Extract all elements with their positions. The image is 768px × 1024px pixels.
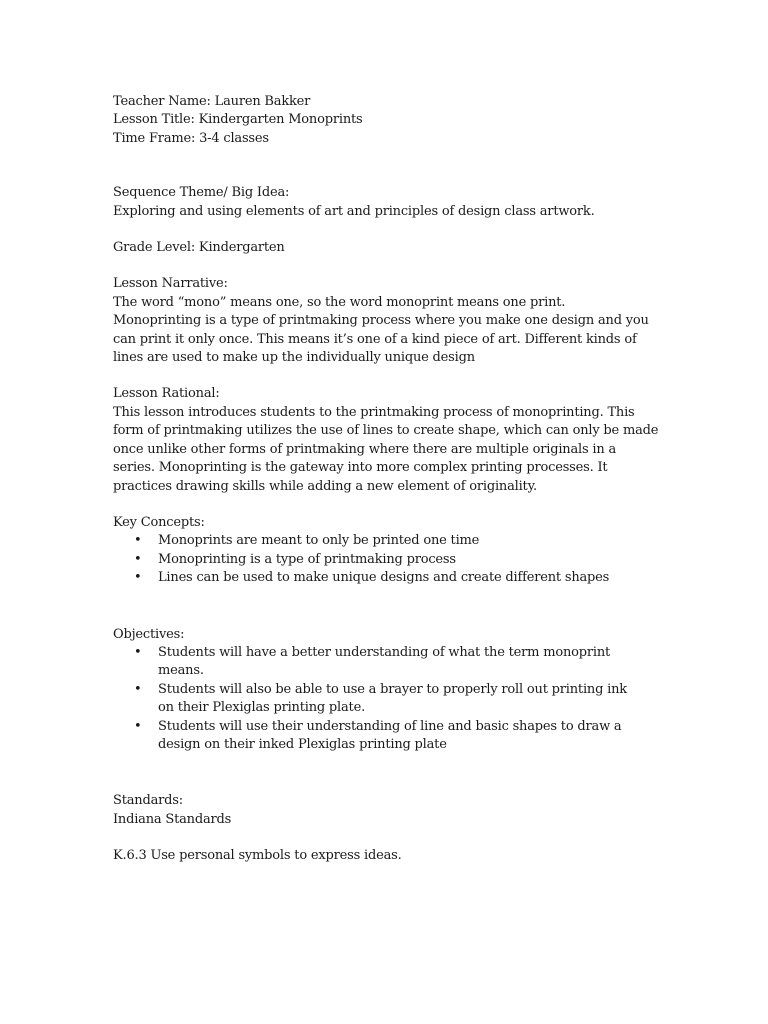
list-item	[113, 532, 673, 550]
spacer	[113, 367, 673, 385]
bullet-icon: •	[134, 718, 142, 734]
objectives-heading: Objectives:	[113, 626, 185, 642]
rational-line: once unlike other forms of printmaking where there are multiple originals in a	[113, 441, 616, 457]
spacer	[113, 829, 673, 847]
rational-heading: Lesson Rational:	[113, 386, 220, 402]
bullet-icon: •	[134, 681, 142, 697]
list-item-text: Students will use their understanding of line and basic shapes to draw a design on their inked Plexiglas printing plate	[158, 718, 622, 752]
key-concepts-list	[113, 532, 673, 587]
lesson-title: Lesson Title: Kindergarten Monoprints	[113, 112, 363, 128]
list-item	[113, 718, 633, 755]
list-item-text: Monoprints are meant to only be printed one time	[158, 533, 480, 549]
narrative-line: lines are used to make up the individually unique design	[113, 350, 475, 366]
rational-line: practices drawing skills while adding a new element of originality.	[113, 478, 537, 494]
spacer	[113, 496, 673, 514]
list-item-text: Students will have a better understanding of what the term monoprint means.	[158, 644, 611, 679]
rational-line: series. Monoprinting is the gateway into more complex printing processes. It	[113, 460, 608, 476]
rational-line: form of printmaking utilizes the use of lines to create shape, which can only be made	[113, 423, 659, 439]
bullet-icon: •	[134, 570, 142, 586]
spacer	[113, 754, 673, 792]
narrative-line: The word “mono” means one, so the word monoprint means one print.	[113, 294, 566, 310]
lesson-plan-document	[113, 93, 673, 866]
list-item-text: Lines can be used to make unique designs and create different shapes	[158, 570, 610, 586]
standards-heading: Standards:	[113, 793, 183, 809]
list-item	[113, 569, 673, 587]
list-item-text: Monoprinting is a type of printmaking process	[158, 551, 456, 567]
standards-subheading: Indiana Standards	[113, 811, 232, 827]
bullet-icon: •	[134, 551, 142, 567]
sequence-heading: Sequence Theme/ Big Idea:	[113, 185, 290, 201]
bullet-icon: •	[134, 533, 142, 549]
list-item	[113, 551, 673, 569]
spacer	[113, 588, 673, 626]
spacer	[113, 221, 673, 239]
sequence-text: Exploring and using elements of art and principles of design class artwork.	[113, 203, 595, 219]
standard-item: K.6.3 Use personal symbols to express ideas.	[113, 848, 402, 864]
spacer	[113, 148, 673, 184]
teacher-name: Teacher Name: Lauren Bakker	[113, 94, 311, 109]
spacer	[113, 257, 673, 275]
key-concepts-heading: Key Concepts:	[113, 514, 205, 530]
list-item	[113, 644, 633, 681]
grade-level: Grade Level: Kindergarten	[113, 240, 285, 256]
narrative-heading: Lesson Narrative:	[113, 276, 228, 292]
narrative-line: Monoprinting is a type of printmaking process where you make one design and you	[113, 313, 649, 329]
bullet-icon: •	[134, 644, 142, 660]
list-item-text: Students will also be able to use a brayer to properly roll out printing ink on their Plexiglas printing plate.	[158, 681, 627, 716]
list-item	[113, 681, 633, 718]
time-frame: Time Frame: 3-4 classes	[113, 130, 269, 146]
narrative-line: can print it only once. This means it’s one of a kind piece of art. Different kinds of	[113, 331, 637, 347]
rational-line: This lesson introduces students to the printmaking process of monoprinting. This	[113, 404, 635, 420]
objectives-list	[113, 644, 633, 754]
